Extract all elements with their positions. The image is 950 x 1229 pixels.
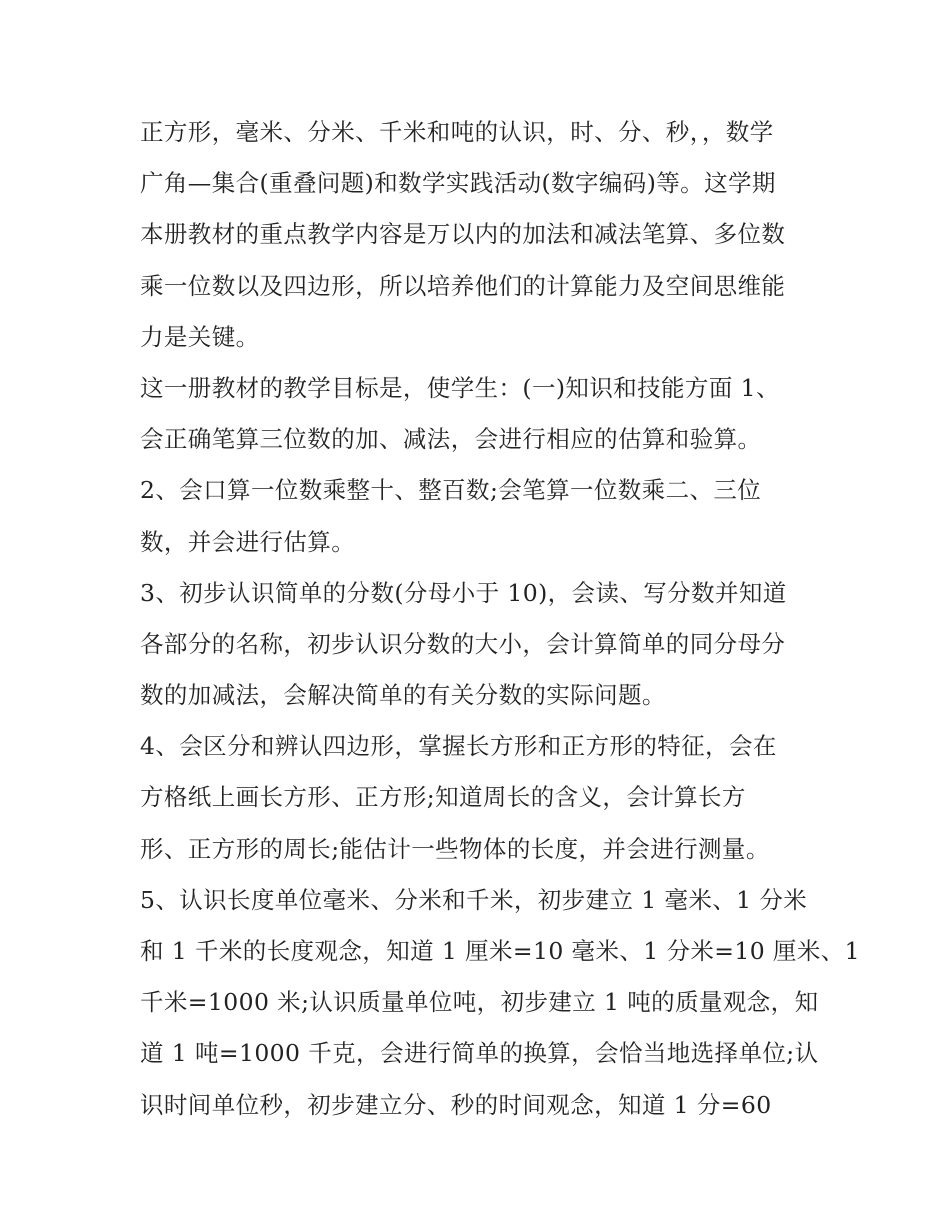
text-line: 乘一位数以及四边形，所以培养他们的计算能力及空间思维能 — [140, 271, 786, 300]
text-line: 4、会区分和辨认四边形，掌握长方形和正方形的特征，会在 — [140, 732, 777, 761]
text-line: 数的加减法，会解决简单的有关分数的实际问题。 — [140, 681, 666, 710]
text-line: 这一册教材的教学目标是，使学生：(一)知识和技能方面 1、 — [140, 373, 780, 402]
text-line: 力是关键。 — [140, 322, 260, 351]
text-line: 数，并会进行估算。 — [140, 527, 356, 556]
text-line: 识时间单位秒，初步建立分、秒的时间观念，知道 1 分=60 — [140, 1090, 772, 1119]
text-line: 方格纸上画长方形、正方形;知道周长的含义，会计算长方 — [140, 783, 746, 812]
text-line: 各部分的名称，初步认识分数的大小，会计算简单的同分母分 — [140, 629, 786, 658]
text-line: 2、会口算一位数乘整十、整百数;会笔算一位数乘二、三位 — [140, 476, 762, 505]
text-line: 道 1 吨=1000 千克，会进行简单的换算，会恰当地选择单位;认 — [140, 1039, 819, 1068]
text-line: 广角—集合(重叠问题)和数学实践活动(数字编码)等。这学期 — [140, 169, 776, 198]
text-line: 千米=1000 米;认识质量单位吨，初步建立 1 吨的质量观念，知 — [140, 988, 819, 1017]
text-line: 会正确笔算三位数的加、减法，会进行相应的估算和验算。 — [140, 425, 762, 454]
text-line: 形、正方形的周长;能估计一些物体的长度，并会进行测量。 — [140, 834, 770, 863]
text-line: 5、认识长度单位毫米、分米和千米，初步建立 1 毫米、1 分米 — [140, 885, 808, 914]
text-line: 和 1 千米的长度观念，知道 1 厘米=10 毫米、1 分米=10 厘米、1 — [140, 937, 860, 965]
text-line: 3、初步认识简单的分数(分母小于 10)，会读、写分数并知道 — [140, 578, 787, 607]
text-line: 正方形，毫米、分米、千米和吨的认识，时、分、秒，，数学 — [140, 118, 774, 146]
document-body-text — [140, 107, 860, 1131]
text-line: 本册教材的重点教学内容是万以内的加法和减法笔算、多位数 — [140, 220, 786, 249]
